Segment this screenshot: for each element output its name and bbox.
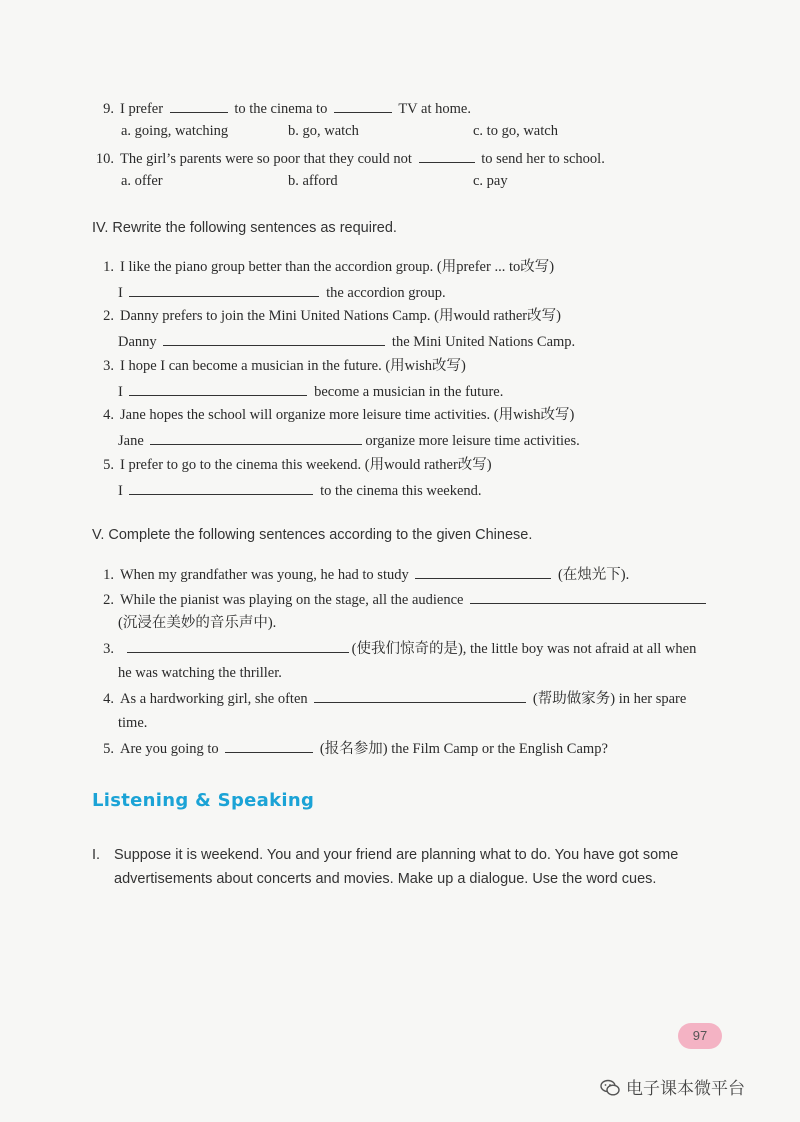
sec4-item-2-question: 2. Danny prefers to join the Mini United Nations Camp. (用would rather改写) <box>103 308 561 324</box>
sec4-item-2-answer: Danny the Mini United Nations Camp. <box>118 331 575 352</box>
sec5-item-3: 3. (使我们惊奇的是), the little boy was not afraid at all when <box>92 638 696 659</box>
sec5-item-2-cont: (沉浸在美妙的音乐声中). <box>118 615 277 631</box>
sec5-item-1-blank[interactable] <box>415 564 551 579</box>
section-v-title: V. Complete the following sentences according to the given Chinese. <box>92 527 533 543</box>
q9-option-b[interactable]: b. go, watch <box>288 123 359 139</box>
q9-option-a[interactable]: a. going, watching <box>121 123 229 139</box>
sec4-item-4-answer: Jane organize more leisure time activities. <box>118 430 580 451</box>
sec4-item-5-blank[interactable] <box>129 480 313 495</box>
sec5-item-1: 1. When my grandfather was young, he had to study (在烛光下). <box>92 564 629 585</box>
sec5-item-2-blank[interactable] <box>470 589 706 604</box>
sec5-item-3-cont: he was watching the thriller. <box>118 665 282 681</box>
q10-blank[interactable] <box>419 148 475 163</box>
sec5-item-2: 2. While the pianist was playing on the stage, all the audience <box>92 589 709 610</box>
section-iv-title: IV. Rewrite the following sentences as required. <box>92 220 397 236</box>
q9-blank-2[interactable] <box>334 98 392 113</box>
q10-option-a[interactable]: a. offer <box>121 173 163 189</box>
sec4-item-5-question: 5. I prefer to go to the cinema this weekend. (用would rather改写) <box>103 457 492 473</box>
listening-item-1-line-1: I. Suppose it is weekend. You and your friend are planning what to do. You have got some <box>92 847 679 863</box>
q10-option-c[interactable]: c. pay <box>473 173 508 189</box>
q9-blank-1[interactable] <box>170 98 228 113</box>
sec4-item-5-answer: I to the cinema this weekend. <box>118 480 482 501</box>
sec4-item-3-question: 3. I hope I can become a musician in the future. (用wish改写) <box>103 358 466 374</box>
sec5-item-3-blank[interactable] <box>127 638 349 653</box>
sec5-item-5: 5. Are you going to (报名参加) the Film Camp or the English Camp? <box>92 738 608 759</box>
sec5-item-4-cont: time. <box>118 715 148 731</box>
q9-option-c[interactable]: c. to go, watch <box>473 123 558 139</box>
sec5-item-4: 4. As a hardworking girl, she often (帮助做家务) in her spare <box>92 688 686 709</box>
q10-option-b[interactable]: b. afford <box>288 173 338 189</box>
sec4-item-4-blank[interactable] <box>150 430 362 445</box>
q10-number: 10. <box>95 151 114 167</box>
sec4-item-3-answer: I become a musician in the future. <box>118 381 503 402</box>
listening-speaking-heading: Listening & Speaking <box>92 790 315 811</box>
q10-stem: 10. The girl’s parents were so poor that they could not to send her to school. <box>92 148 605 169</box>
wechat-icon <box>600 1079 620 1097</box>
listening-item-1-line-2: advertisements about concerts and movies. Make up a dialogue. Use the word cues. <box>114 871 657 887</box>
sec4-item-1-blank[interactable] <box>129 282 319 297</box>
sec4-item-3-blank[interactable] <box>129 381 307 396</box>
sec5-item-4-blank[interactable] <box>314 688 526 703</box>
watermark-text: 电子课本微平台 <box>626 1079 745 1099</box>
page-number-badge: 97 <box>678 1023 722 1049</box>
sec5-item-5-blank[interactable] <box>225 738 313 753</box>
sec4-item-1-question: 1. I like the piano group better than the accordion group. (用prefer ... to改写) <box>103 259 555 275</box>
q9-stem: 9. I prefer to the cinema to TV at home. <box>92 98 471 119</box>
sec4-item-4-question: 4. Jane hopes the school will organize more leisure time activities. (用wish改写) <box>103 407 575 423</box>
q9-number: 9. <box>103 101 114 117</box>
watermark <box>600 1074 745 1099</box>
sec4-item-2-blank[interactable] <box>163 331 385 346</box>
sec4-item-1-answer: I the accordion group. <box>118 282 446 303</box>
